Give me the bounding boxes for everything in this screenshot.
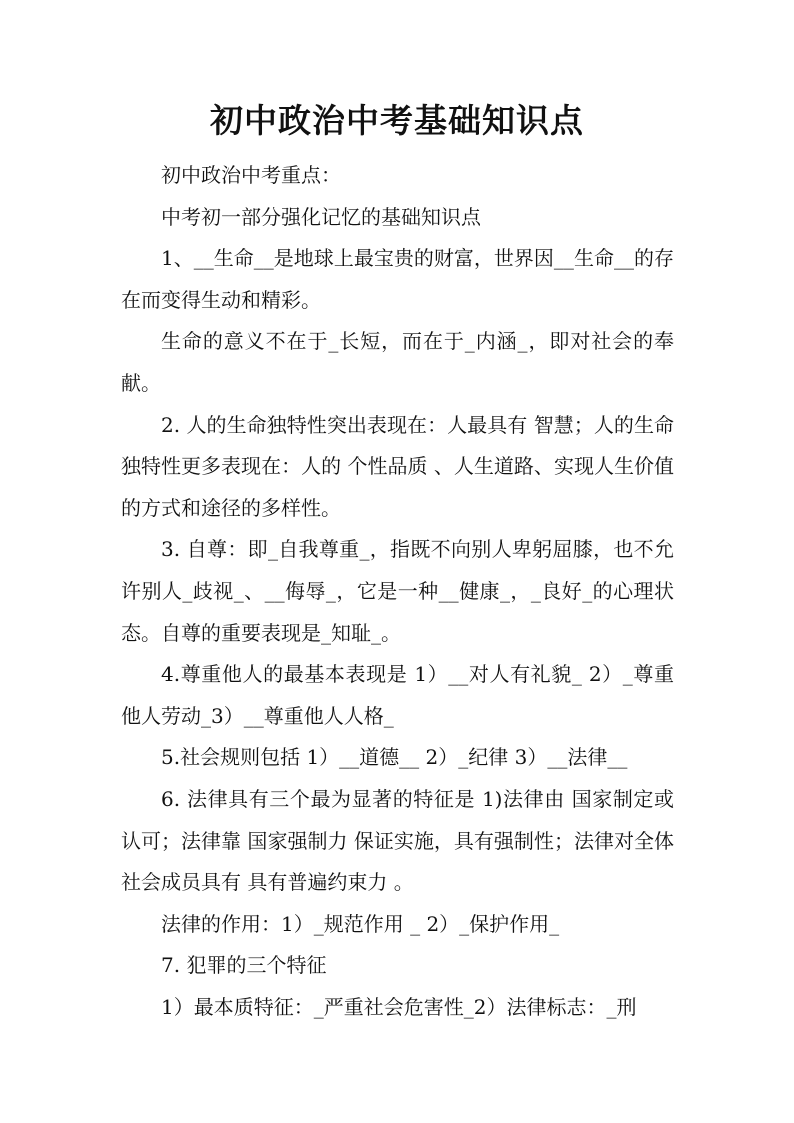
document-body — [121, 155, 674, 1028]
document-title: 初中政治中考基础知识点 — [210, 101, 584, 140]
paragraph-item-7: 7. 犯罪的三个特征 — [161, 953, 327, 978]
paragraph-subtitle: 中考初一部分强化记忆的基础知识点 — [161, 204, 481, 229]
paragraph-life-meaning: 生命的意义不在于_长短，而在于_内涵_，即对社会的奉献。 — [121, 329, 674, 395]
paragraph-law-function: 法律的作用：1）_规范作用 _ 2）_保护作用_ — [161, 911, 560, 936]
paragraph-item-2: 2. 人的生命独特性突出表现在：人最具有 智慧；人的生命独特性更多表现在：人的 个性品质 、人生道路、实现人生价值 的方式和途径的多样性。 — [121, 412, 674, 520]
paragraph-item-4: 4.尊重他人的最基本表现是 1）__对人有礼貌_ 2）_尊重他人劳动_3）__尊重他人人格_ — [121, 662, 674, 728]
paragraph-item-6: 6. 法律具有三个最为显著的特征是 1)法律由 国家制定或认可；法律靠 国家强制力 保证实施，具有强制性；法律对全体社会成员具有 具有普遍约束力 。 — [121, 786, 674, 895]
paragraph-intro: 初中政治中考重点： — [161, 163, 341, 187]
paragraph-item-1: 1、__生命__是地球上最宝贵的财富，世界因__生命__的存在而变得生动和精彩。 — [121, 246, 674, 312]
paragraph-item-5: 5.社会规则包括 1）__道德__ 2）_纪律 3）__法律__ — [161, 745, 628, 770]
paragraph-crime-features: 1）最本质特征：_严重社会危害性_2）法律标志：_刑 — [161, 994, 637, 1019]
paragraph-item-3: 3. 自尊：即_自我尊重_，指既不向别人卑躬屈膝，也不允许别人_歧视_、__侮辱_，它是一种__健康_，_良好_的心理状态。自尊的重要表现是_知耻_。 — [121, 537, 674, 645]
